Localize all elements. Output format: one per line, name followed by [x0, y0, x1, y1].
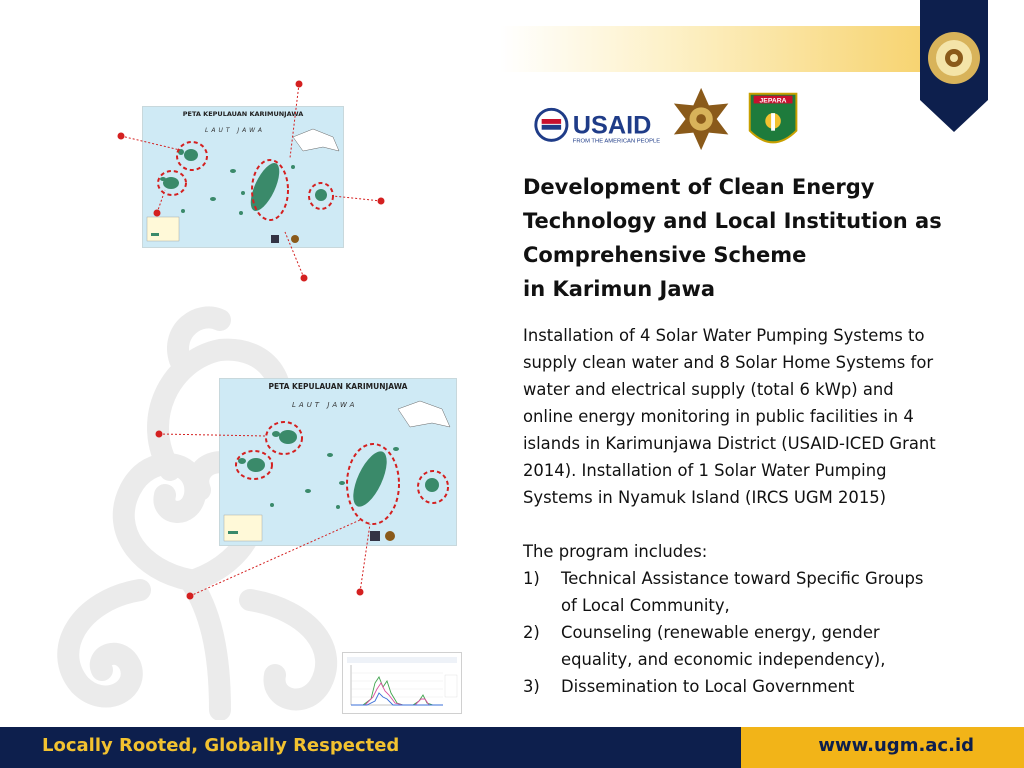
title-line: Technology and Local Institution as	[523, 209, 942, 233]
usaid-wordmark: USAID	[572, 111, 652, 140]
program-list	[523, 565, 993, 700]
usaid-tagline: FROM THE AMERICAN PEOPLE	[572, 138, 661, 145]
list-number: 2)	[523, 623, 540, 642]
jepara-label: JEPARA	[759, 97, 787, 105]
list-item-line: of Local Community,	[561, 596, 730, 615]
ugm-emblem-logo	[674, 88, 728, 150]
body-line: Systems in Nyamuk Island (IRCS UGM 2015)	[523, 488, 887, 507]
footer-tagline: Locally Rooted, Globally Respected	[42, 735, 400, 756]
map-sea-label: LAUT JAWA	[205, 127, 265, 134]
list-item-line: equality, and economic independency),	[561, 650, 886, 669]
list-item-line: Technical Assistance toward Specific Groups	[561, 569, 924, 588]
footer-left-panel	[0, 727, 745, 768]
karimunjawa-map-small	[142, 106, 344, 248]
slide-title	[523, 170, 983, 306]
list-item-line: Counseling (renewable energy, gender	[561, 623, 880, 642]
body-line: online energy monitoring in public facilities in 4	[523, 407, 914, 426]
graph-plot	[343, 653, 461, 713]
usaid-logo	[536, 109, 660, 144]
list-number: 1)	[523, 569, 540, 588]
footer-website: www.ugm.ac.id	[818, 735, 974, 756]
marker-dot	[378, 198, 385, 205]
jepara-regency-logo	[750, 94, 797, 143]
list-item-line: Dissemination to Local Government	[561, 677, 855, 696]
list-item	[523, 673, 993, 700]
list-item	[523, 619, 993, 673]
map-islands	[220, 379, 456, 545]
title-line: Development of Clean Energy	[523, 175, 875, 199]
map-sea-label: LAUT JAWA	[292, 401, 358, 409]
map-islands	[143, 107, 343, 247]
karimunjawa-map-large	[219, 378, 457, 546]
footer-bar	[0, 727, 1024, 768]
body-line: water and electrical supply (total 6 kWp) and	[523, 380, 894, 399]
list-number: 3)	[523, 677, 540, 696]
marker-dot	[296, 81, 303, 88]
title-line: in Karimun Jawa	[523, 277, 716, 301]
partner-logos	[530, 84, 810, 154]
paragraph-gap	[523, 511, 993, 538]
body-line: supply clean water and 8 Solar Home Systems for	[523, 353, 934, 372]
body-line: islands in Karimunjawa District (USAID-ICED Grant	[523, 434, 936, 453]
body-line: Installation of 4 Solar Water Pumping Systems to	[523, 326, 925, 345]
list-item	[523, 565, 993, 619]
map-title: PETA KEPULAUAN KARIMUNJAWA	[268, 382, 408, 391]
marker-dot	[301, 275, 308, 282]
map-title: PETA KEPULAUAN KARIMUNJAWA	[182, 110, 304, 118]
header-gradient-band	[500, 26, 920, 72]
title-line: Comprehensive Scheme	[523, 243, 807, 267]
footer-right-panel	[745, 727, 1024, 768]
body-line: 2014). Installation of 1 Solar Water Pumping	[523, 461, 887, 480]
slide-body	[523, 322, 993, 700]
program-intro: The program includes:	[523, 542, 708, 561]
ugm-seal-banner	[920, 0, 988, 132]
marker-dot	[118, 133, 125, 140]
energy-monitoring-graph	[342, 652, 462, 714]
